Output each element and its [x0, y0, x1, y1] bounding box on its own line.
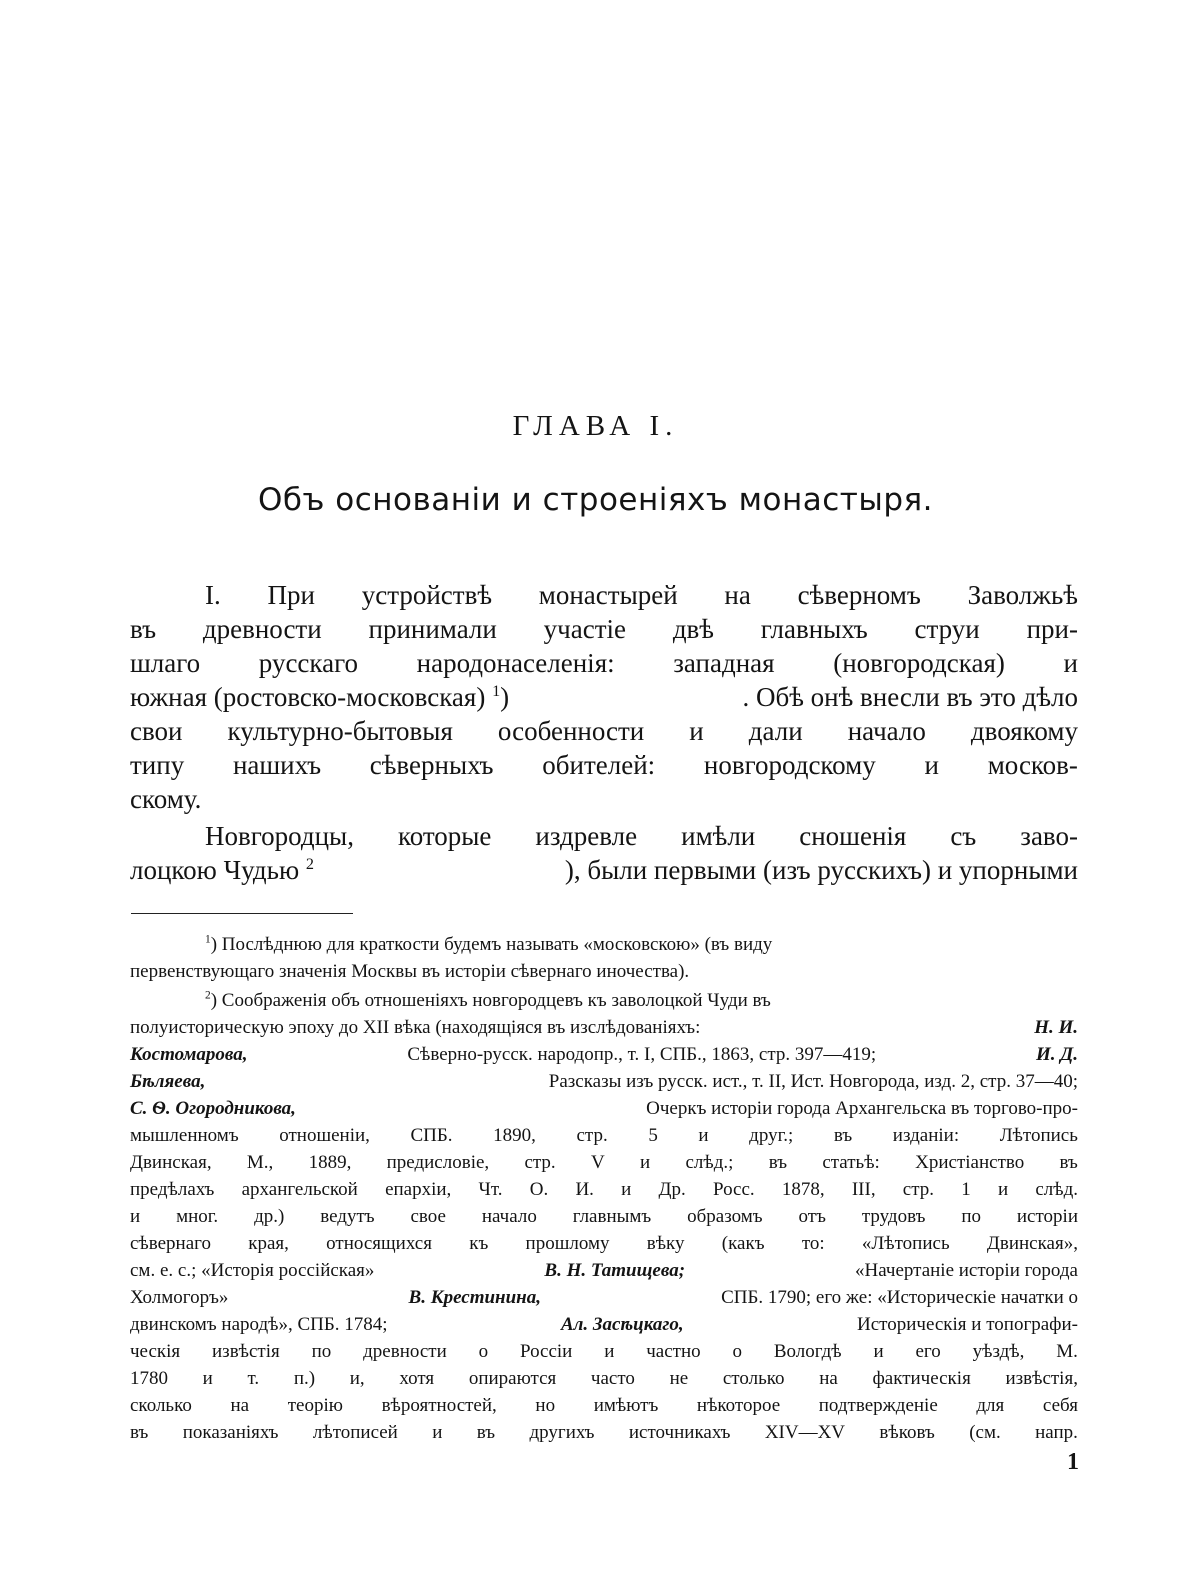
author-name: В. Н. Татищева; [544, 1260, 686, 1281]
footnote-line: сѣвернаго края, относящихся къ прошлому вѣку (какъ то: «Лѣтопись Двинская», [130, 1233, 1078, 1254]
author-name: Ал. Засѣцкаго, [560, 1314, 684, 1335]
footnote-line: $^1$) Послѣднюю для краткости будемъ называть «московскою» (въ виду [205, 933, 773, 955]
body-line: Новгородцы, которые издревле имѣли сношенія съ заво- [205, 821, 1078, 851]
footnote-line: двинскомъ народѣ», СПБ. 1784; Ал. Засѣцкаго, Историческія и топографи- [130, 1311, 1078, 1338]
footnote-line: Костомарова, Сѣверно-русск. народопр., т. I, СПБ., 1863, стр. 397—419; И. Д. [130, 1041, 1078, 1068]
footnote-line: мышленномъ отношеніи, СПБ. 1890, стр. 5 и друг.; въ изданіи: Лѣтопись [130, 1125, 1078, 1146]
footnote-line: Холмогоръ» В. Крестинина, СПБ. 1790; его же: «Историческіе начатки о [130, 1284, 1078, 1311]
author-name: Костомарова, [130, 1044, 248, 1065]
chapter-label: ГЛАВА І. [512, 410, 679, 442]
page-number: 1 [1067, 1449, 1079, 1475]
author-name: Бѣляева, [130, 1071, 206, 1092]
body-line: скому. [130, 784, 202, 814]
body-text-fragment: лоцкою Чудью [130, 855, 306, 885]
body-text-fragment: . Обѣ онѣ внесли въ это дѣло [742, 682, 1078, 712]
footnote-line: въ показаніяхъ лѣтописей и въ другихъ источникахъ XIV—XV вѣковъ (см. напр. [130, 1422, 1078, 1443]
author-name: Н. И. [1034, 1017, 1078, 1038]
footnote-line: см. е. с.; «Исторія россійская» В. Н. Татищева; «Начертаніе исторіи города [130, 1257, 1078, 1284]
body-text-fragment: ), были первыми (изъ русскихъ) и упорными [564, 855, 1078, 885]
footnote-separator [131, 913, 353, 914]
body-line-with-footnote: южная (ростовско-московская) $^1$) . Обѣ онѣ внесли въ это дѣло [130, 682, 1078, 712]
footnote-mark: 1 [492, 682, 501, 700]
footnote-line: С. Ѳ. Огородникова, Очеркъ исторіи города Архангельска въ торгово-про- [130, 1095, 1078, 1122]
footnote-line: предѣлахъ архангельской епархіи, Чт. О. И. и Др. Росс. 1878, III, стр. 1 и слѣд. [130, 1179, 1078, 1200]
body-line: I. При устройствѣ монастырей на сѣверномъ Заволжьѣ [205, 580, 1078, 610]
footnote-line: $^2$) Соображенія объ отношеніяхъ новгородцевъ къ заволоцкой Чуди въ [205, 989, 771, 1011]
body-line-with-footnote [130, 853, 1078, 887]
footnote-line: и мног. др.) ведутъ свое начало главнымъ образомъ отъ трудовъ по исторіи [130, 1206, 1078, 1227]
body-line: типу нашихъ сѣверныхъ обителей: новгородскому и москов- [130, 750, 1078, 780]
footnote-line: полуисторическую эпоху до XII вѣка (находящіяся въ изслѣдованіяхъ: Н. И. [130, 1014, 1078, 1041]
footnote-line: первенствующаго значенія Москвы въ исторіи сѣвернаго иночества). [130, 961, 690, 982]
footnote-mark: 2 [305, 855, 315, 873]
chapter-title: Объ основаніи и строеніяхъ монастыря. [258, 482, 933, 518]
author-name: С. Ѳ. Огородникова, [130, 1098, 296, 1119]
author-name: И. Д. [1035, 1044, 1078, 1065]
footnote-mark: 1 [205, 933, 211, 946]
body-line: шлаго русскаго народонаселенія: западная (новгородская) и [130, 648, 1078, 678]
footnote-line: сколько на теорію вѣроятностей, но имѣютъ нѣкоторое подтвержденіе для себя [130, 1395, 1078, 1416]
footnote-line: ческія извѣстія по древности о Россіи и частно о Вологдѣ и его уѣздѣ, М. [130, 1341, 1078, 1362]
author-name: В. Крестинина, [408, 1287, 541, 1308]
footnote-line: 1780 и т. п.) и, хотя опираются часто не столько на фактическія извѣстія, [130, 1368, 1078, 1389]
body-line: свои культурно-бытовыя особенности и дали начало двоякому [130, 716, 1078, 746]
body-text-fragment: южная (ростовско-московская) [130, 682, 493, 712]
footnote-line: Бѣляева, Разсказы изъ русск. ист., т. II, Ист. Новгорода, изд. 2, стр. 37—40; [130, 1068, 1078, 1095]
body-line: въ древности принимали участіе двѣ главныхъ струи при- [130, 614, 1078, 644]
footnote-mark: 2 [205, 989, 211, 1002]
footnote-line: Двинская, М., 1889, предисловіе, стр. V и слѣд.; въ статьѣ: Христіанство въ [130, 1152, 1078, 1173]
